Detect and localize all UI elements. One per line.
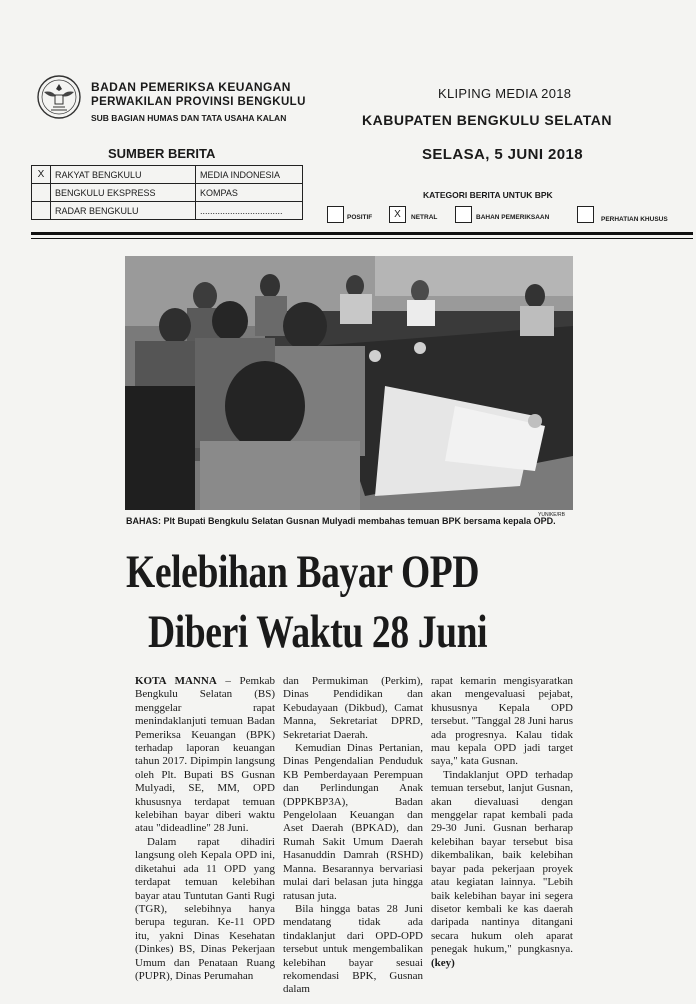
source-row: [32, 166, 303, 184]
source-name: RAKYAT BENGKULU: [51, 166, 196, 184]
source-name: BENGKULU EKSPRESS: [51, 184, 196, 202]
kategori-bahan-checkbox[interactable]: [455, 206, 472, 223]
article-column-3: [431, 675, 573, 970]
article-paragraph: Bila hingga batas 28 Juni mendatang tidak ada tindaklanjut dari OPD-OPD tersebut untuk mengembalikan kelebihan bayar sesuai rekomendasi BPK, Gusnan dalam: [283, 902, 423, 996]
org-unit: SUB BAGIAN HUMAS DAN TATA USAHA KALAN: [91, 113, 287, 123]
publication-date: SELASA, 5 JUNI 2018: [422, 146, 583, 163]
meeting-photo: [125, 256, 573, 510]
kabupaten-title: KABUPATEN BENGKULU SELATAN: [362, 112, 612, 128]
sumber-berita-title: SUMBER BERITA: [108, 146, 216, 161]
source-name: .................................: [196, 202, 303, 220]
article-paragraph: – Pemkab Bengkulu Selatan (BS) menggelar rapat menindaklanjuti temuan Badan Pemeriksa Keuangan (BPK) terhadap laporan keuangan tahun 2017. Dipimpin langsung oleh Plt. Bupati BS Gusnan Mulyadi, SE, MM, OPD khususnya terdapat temuan kelebihan bayar diberi waktu atau "dideadline" 28 Juni.: [135, 675, 275, 835]
header-divider: [31, 238, 693, 239]
header-divider: [31, 232, 693, 235]
kategori-title: KATEGORI BERITA UNTUK BPK: [423, 190, 553, 200]
source-row: [32, 184, 303, 202]
article-paragraph: Tindaklanjut OPD terhadap temuan tersebut, lanjut Gusnan, akan dievaluasi dengan menggelar rapat kembali pada 29-30 Juni. Gusnan berharap kelebihan bayar tersebut bisa dikembalikan, baik kelebihan bayar pada pekerjaan proyek atau kegiatan lainnya. "Lebih baik kelebihan bayar ini segera disetor kembali ke kas daerah daripada nantinya ditangani secara hukum oleh aparat penegak hukum," pungkasnya.: [431, 768, 573, 956]
kategori-positif-checkbox[interactable]: [327, 206, 344, 223]
kategori-netral-checkbox[interactable]: X: [389, 206, 406, 223]
source-mark: [32, 202, 51, 220]
article-paragraph: rapat kemarin mengisyaratkan akan mengevaluasi pejabat, khususnya Kepala OPD tersebut. "Tanggal 28 Juni harus ada progresnya. Kalau tidak mau kepala OPD jadi target saya," kata Gusnan.: [431, 675, 573, 768]
source-name: MEDIA INDONESIA: [196, 166, 303, 184]
kategori-netral-label: NETRAL: [411, 214, 438, 221]
article-paragraph: Kemudian Dinas Pertanian, Dinas Pengendalian Penduduk KB Pemberdayaan Perempuan dan Perlindungan Anak (DPPKBP3A), Badan Pengelolaan Keuangan dan Aset Daerah (BPKAD), dan Rumah Sakit Umum Daerah Hasanuddin Damrah (RSHD) Manna. Besarannya bervariasi mulai dari belasan juta hingga ratusan juta.: [283, 742, 423, 902]
kategori-positif-label: POSITIF: [347, 214, 373, 221]
photo-caption: BAHAS: Plt Bupati Bengkulu Selatan Gusnan Mulyadi membahas temuan BPK bersama kepala OPD.: [126, 516, 556, 526]
author-signature: (key): [431, 956, 455, 969]
source-mark: X: [32, 166, 51, 184]
headline-line-1: Kelebihan Bayar OPD: [126, 546, 480, 598]
kategori-perhatian-checkbox[interactable]: [577, 206, 594, 223]
source-name: RADAR BENGKULU: [51, 202, 196, 220]
garuda-logo-icon: [36, 72, 82, 122]
headline-line-2: Diberi Waktu 28 Juni: [148, 606, 488, 658]
source-mark: [32, 184, 51, 202]
kliping-title: KLIPING MEDIA 2018: [438, 86, 572, 101]
article-paragraph: dan Permukiman (Perkim), Dinas Pendidikan dan Kebudayaan (Dikbud), Camat Manna, Sekretariat DPRD, Sekretariat Daerah.: [283, 675, 423, 741]
kategori-bahan-label: BAHAN PEMERIKSAAN: [476, 214, 550, 221]
source-row: [32, 202, 303, 220]
source-table: [31, 165, 303, 220]
org-branch: PERWAKILAN PROVINSI BENGKULU: [91, 96, 306, 108]
org-name: BADAN PEMERIKSA KEUANGAN: [91, 80, 291, 94]
dateline: KOTA MANNA: [135, 675, 217, 687]
photo-credit: YUNIKE/RB: [538, 512, 565, 518]
article-column-2: [283, 675, 423, 997]
source-name: KOMPAS: [196, 184, 303, 202]
article-column-1: [135, 675, 275, 983]
kategori-perhatian-label: PERHATIAN KHUSUS: [601, 216, 668, 223]
article-paragraph: Dalam rapat dihadiri langsung oleh Kepala OPD ini, diketahui ada 11 OPD yang terdapat temuan kelebihan bayar atau Tuntutan Ganti Rugi (TGR), selebihnya hanya berupa teguran. Ke-11 OPD itu, yakni Dinas Kesehatan (Dinkes) BS, Dinas Pekerjaan Umum dan Penataan Ruang (PUPR), Dinas Perumahan: [135, 835, 275, 982]
